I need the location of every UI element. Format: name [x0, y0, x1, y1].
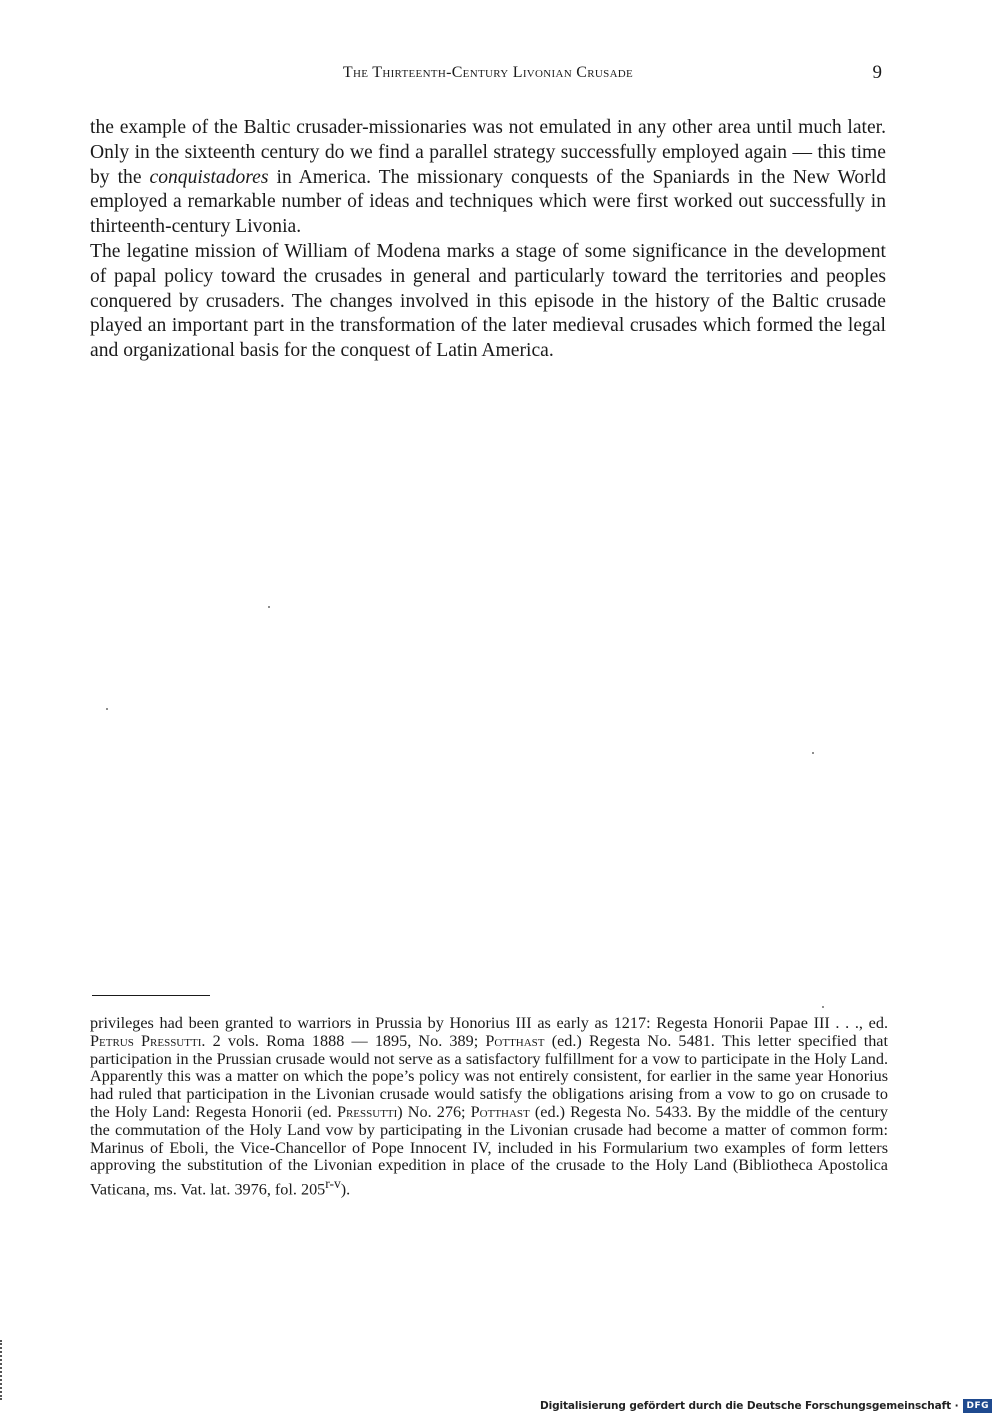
scan-speck [812, 752, 814, 754]
paragraph-1-text-a: the example of the Baltic crusader-missionaries was not emulated in any other area until much later. Only in the sixteenth century do we find a parallel strategy successfully employed again — this time by the [90, 117, 886, 188]
paragraph-1 [90, 116, 886, 240]
footnote-text-2: . 2 vols. Roma 1888 — 1895, No. 389; [201, 1031, 486, 1050]
footnote-rule [92, 995, 210, 996]
footnote-text-4: ) No. 276; [397, 1102, 471, 1121]
footnote-text-6: ). [340, 1180, 351, 1199]
scan-speck [106, 708, 108, 710]
scan-speck [268, 606, 270, 608]
footnote-author-3: Pressutti [336, 1102, 398, 1121]
scan-speck [822, 1006, 824, 1008]
paragraph-1-text-b: in America. The missionary conquests of the Spaniards in the New World employed a remarkable number of ideas and techniques which were first worked out successfully in thirteenth-century Livonia. [90, 166, 886, 238]
footnote [90, 1015, 888, 1199]
main-text [90, 116, 886, 364]
dfg-footer [540, 1398, 992, 1414]
scan-edge-artifact [0, 1340, 5, 1400]
footnote-text-1: privileges had been granted to warriors in Prussia by Honorius III as early as 1217: Regesta Honorii Papae III . . ., ed. [90, 1014, 888, 1032]
dfg-logo: DFG [963, 1399, 992, 1413]
footnote-text-3: (ed.) Regesta No. 5481. This letter specified that participation in the Prussian crusade would not serve as a satisfactory fulfillment for a vow to participate in the Holy Land. Apparently this was a matter on which the pope’s policy was not entirely consistent, for earlier in the same year Honorius had ruled that participation in the Livonian crusade would satisfy the obligations arising from a vow to go on crusade to the Holy Land: Regesta Honorii (ed. [90, 1031, 888, 1121]
running-title: The Thirteenth-Century Livonian Crusade [342, 64, 634, 81]
footnote-superscript: r-v [325, 1176, 341, 1192]
page-number: 9 [872, 62, 882, 83]
dfg-funding-text: Digitalisierung gefördert durch die Deutsche Forschungsgemeinschaft · [539, 1400, 959, 1412]
footnote-text-5: (ed.) Regesta No. 5433. By the middle of the century the commutation of the Holy Land vow by participating in the Livonian crusade had become a matter of common form: Marinus of Eboli, the Vice-Chancellor of Pope Innocent IV, included in his Formularium two examples of form letters approving the substitution of the Livonian expedition in place of the crusade to the Holy Land (Bibliotheca Apostolica Vaticana, ms. Vat. lat. 3976, fol. 205 [90, 1102, 888, 1199]
paragraph-2: The legatine mission of William of Modena marks a stage of some significance in the development of papal policy toward the crusades in general and particularly toward the territories and peoples conquered by crusaders. The changes involved in this episode in the history of the Baltic crusade played an important part in the transformation of the later medieval crusades which formed the legal and organizational basis for the conquest of Latin America. [90, 240, 886, 362]
paragraph-1-italic: conquistadores [149, 166, 269, 188]
running-head [90, 64, 886, 90]
footnote-author-4: Potthast [470, 1102, 530, 1121]
footnote-author-2: Potthast [485, 1031, 545, 1050]
footnote-author-1: Petrus Pressutti [90, 1031, 202, 1050]
